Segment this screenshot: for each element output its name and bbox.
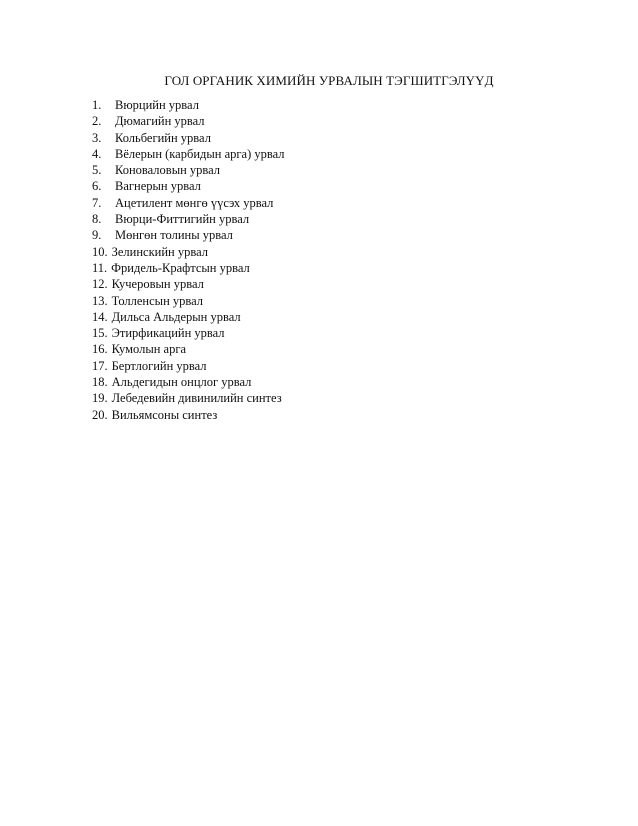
item-text: Лебедевийн дивинилийн синтез (111, 391, 282, 406)
item-text: Дюмагийн урвал (115, 114, 205, 129)
list-item (92, 358, 285, 374)
item-text: Кучеровын урвал (111, 277, 204, 292)
item-number: 9. (92, 228, 102, 243)
item-text: Вюрци-Фиттигийн урвал (115, 212, 250, 227)
list-item (92, 390, 285, 406)
list-item (92, 227, 285, 243)
reaction-list (92, 97, 285, 423)
item-text: Альдегидын онцлог урвал (111, 375, 252, 390)
item-number: 7. (92, 195, 102, 210)
item-number: 19. (92, 391, 108, 406)
item-number: 16. (92, 342, 108, 357)
list-item (92, 293, 285, 309)
item-number: 3. (92, 130, 102, 145)
item-number: 14. (92, 309, 108, 324)
item-text: Дильса Альдерын урвал (111, 309, 241, 324)
list-item (92, 97, 285, 113)
item-text: Вюрцийн урвал (115, 98, 199, 112)
list-item (92, 276, 285, 292)
item-number: 18. (92, 375, 108, 390)
item-number: 12. (92, 277, 108, 292)
item-text: Этирфикацийн урвал (111, 326, 225, 341)
item-text: Вёлерын (карбидын арга) урвал (115, 146, 285, 161)
item-number: 20. (92, 407, 108, 422)
list-item (92, 309, 285, 325)
item-number: 15. (92, 326, 108, 341)
list-item (92, 162, 285, 178)
item-number: 17. (92, 358, 108, 373)
item-text: Вагнерын урвал (115, 179, 201, 194)
list-item (92, 244, 285, 260)
page-title: ГОЛ ОРГАНИК ХИМИЙН УРВАЛЫН ТЭГШИТГЭЛҮҮД (164, 73, 494, 88)
list-item (92, 211, 285, 227)
item-text: Кольбегийн урвал (115, 130, 211, 145)
item-text: Мөнгөн толины урвал (115, 228, 233, 243)
list-item (92, 195, 285, 211)
item-number: 5. (92, 163, 102, 178)
item-text: Фридель-Крафтсын урвал (111, 260, 250, 275)
list-item (92, 374, 285, 390)
item-number: 13. (92, 293, 108, 308)
item-number: 2. (92, 114, 102, 129)
list-item (92, 341, 285, 357)
list-item (92, 260, 285, 276)
list-item (92, 146, 285, 162)
list-item (92, 325, 285, 341)
item-number: 11. (92, 260, 108, 275)
item-number: 4. (92, 146, 102, 161)
item-number: 10. (92, 244, 108, 259)
item-text: Толленсын урвал (111, 293, 204, 308)
list-item (92, 130, 285, 146)
item-number: 6. (92, 179, 102, 194)
list-item (92, 407, 285, 423)
item-text: Коноваловын урвал (115, 163, 221, 178)
list-item (92, 178, 285, 194)
list-item (92, 113, 285, 129)
item-text: Вильямсоны синтез (111, 407, 218, 422)
item-number: 8. (92, 212, 102, 227)
item-number: 1. (92, 98, 102, 112)
item-text: Бертлогийн урвал (111, 358, 207, 373)
item-text: Зелинскийн урвал (111, 244, 208, 259)
item-text: Кумолын арга (111, 342, 187, 357)
item-text: Ацетилент мөнгө үүсэх урвал (115, 195, 274, 210)
